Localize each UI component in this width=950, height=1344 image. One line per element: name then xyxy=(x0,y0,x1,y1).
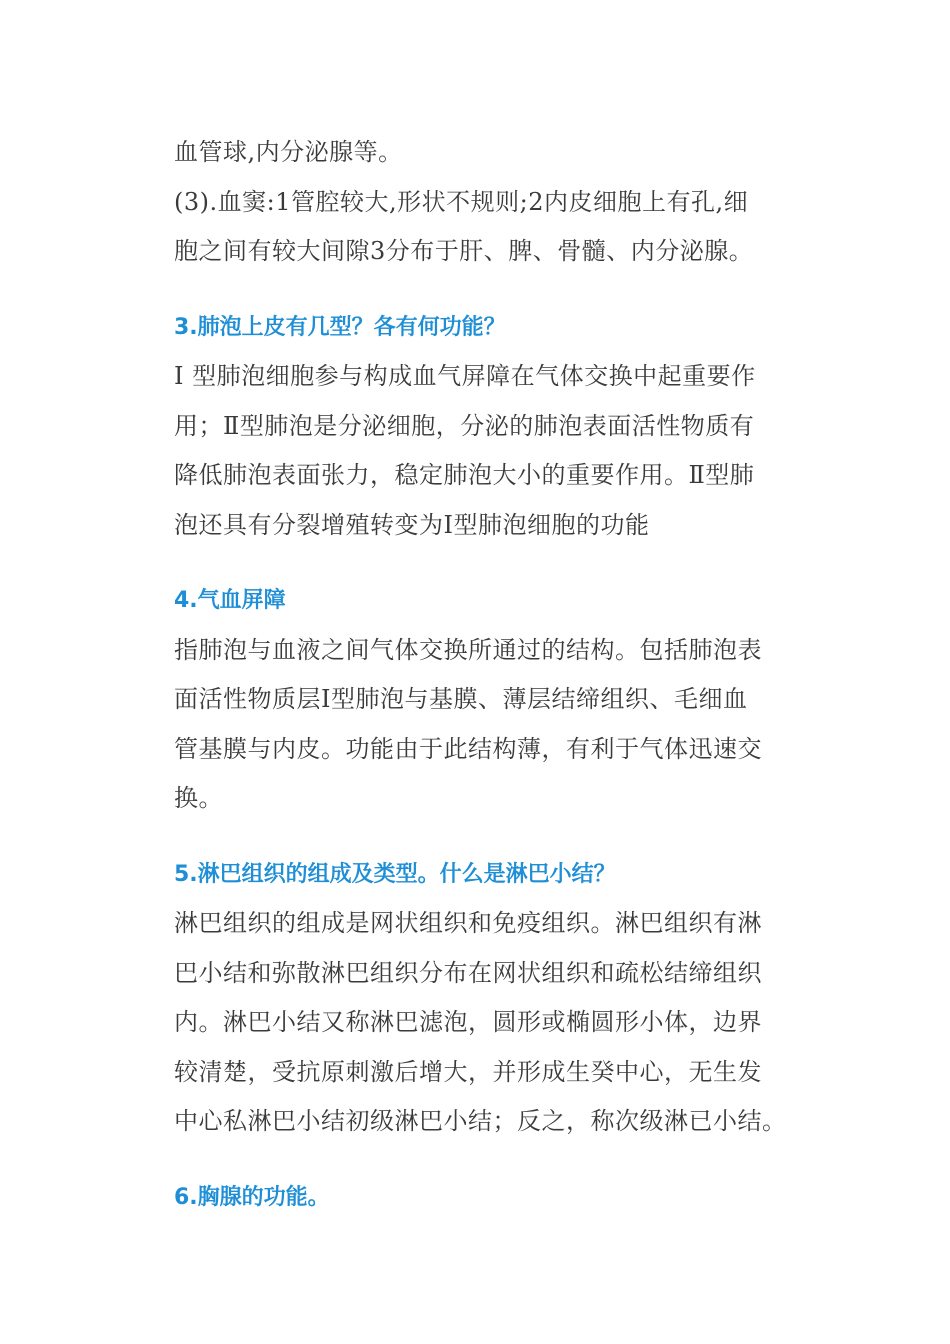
heading-blood-air-barrier: 4.气血屏障 xyxy=(174,588,286,613)
text-line: 指肺泡与血液之间气体交换所通过的结构。包括肺泡表 xyxy=(174,635,762,664)
paragraph-lymphoid-tissue xyxy=(174,899,814,1147)
text-line: 降低肺泡表面张力，稳定肺泡大小的重要作用。Ⅱ型肺 xyxy=(174,461,755,489)
text-line: 面活性物质层Ⅰ型肺泡与基膜、薄层结缔组织、毛细血 xyxy=(174,685,748,713)
paragraph-blood-sinus xyxy=(174,128,814,277)
document-content xyxy=(174,128,814,1222)
text-line: 中心私淋巴小结初级淋巴小结；反之，称次级淋已小结。 xyxy=(174,1107,787,1135)
text-line: 巴小结和弥散淋巴组织分布在网状组织和疏松结缔组织 xyxy=(174,958,762,987)
paragraph-blood-air-barrier xyxy=(174,626,814,824)
heading-thymus-function: 6.胸腺的功能。 xyxy=(174,1184,330,1210)
text-line: 泡还具有分裂增殖转变为Ⅰ型肺泡细胞的功能 xyxy=(174,510,650,539)
text-line: 用；Ⅱ型肺泡是分泌细胞，分泌的肺泡表面活性物质有 xyxy=(174,411,755,440)
section-gap xyxy=(174,277,814,303)
section-gap xyxy=(174,824,814,850)
text-line: 内。淋巴小结又称淋巴滤泡，圆形或椭圆形小体，边界 xyxy=(174,1008,762,1036)
heading-alveolar-epithelium: 3.肺泡上皮有几型？各有何功能？ xyxy=(174,314,506,340)
heading-lymphoid-tissue: 5.淋巴组织的组成及类型。什么是淋巴小结？ xyxy=(174,861,616,887)
text-line: 管基膜与内皮。功能由于此结构薄，有利于气体迅速交 xyxy=(174,734,762,763)
section-gap xyxy=(174,1147,814,1173)
text-line: 较清楚，受抗原刺激后增大，并形成生癸中心，无生发 xyxy=(174,1057,762,1086)
text-line: 淋巴组织的组成是网状组织和免疫组织。淋巴组织有淋 xyxy=(174,909,762,937)
text-line: 换。 xyxy=(174,784,223,812)
paragraph-alveolar-epithelium xyxy=(174,352,814,550)
section-gap xyxy=(174,550,814,576)
text-line: 胞之间有较大间隙3分布于肝、脾、骨髓、内分泌腺。 xyxy=(174,237,754,265)
text-line: Ⅰ 型肺泡细胞参与构成血气屏障在气体交换中起重要作 xyxy=(174,362,756,390)
text-line: 血管球,内分泌腺等。 xyxy=(174,138,403,166)
text-line: (3).血窦:1管腔较大,形状不规则;2内皮细胞上有孔,细 xyxy=(174,187,749,216)
